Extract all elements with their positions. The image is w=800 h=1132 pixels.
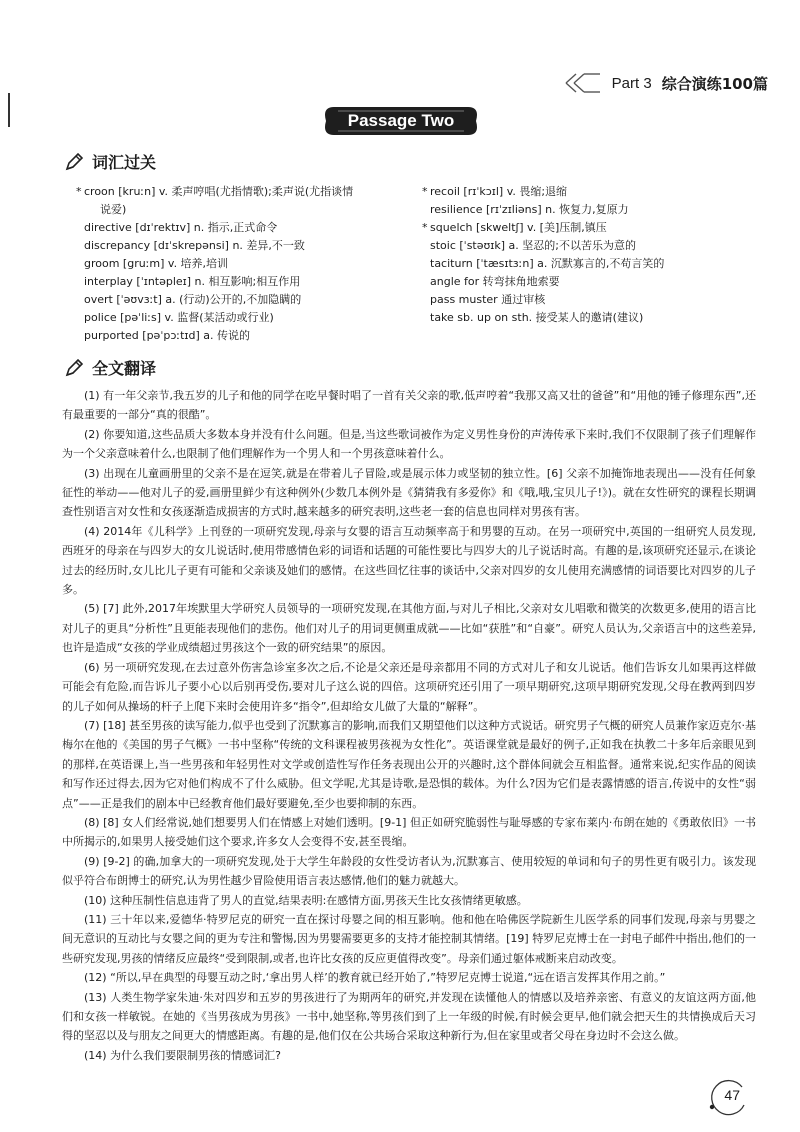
paragraph: (13) 人类生物学家朱迪·朱对四岁和五岁的男孩进行了为期两年的研究,并发现在读懂他人的情感以及培养亲密、有意义的友谊这两方面,他们和女孩一样敏锐。在她的《当男孩成为男孩》一书中,她坚称,等男孩们到了上一年级的时候,有时候会更早,他们就会把天生的共情换成后天习得的坚忍以及与朋友之间更大的情感距离。有趣的是,他们仅在公共场合采取这种新行为,但在家里或者父母在身边时不会这么做。 xyxy=(62,990,756,1043)
vocab-section-header xyxy=(64,150,156,173)
part-title: 综合演练100篇 xyxy=(661,74,768,93)
translation-title: 全文翻译 xyxy=(92,359,157,378)
paragraph: (12) “所以,早在典型的母婴互动之时,‘拿出男人样’的教育就已经开始了,”特罗尼克博士说道,“远在语言发挥其作用之前。” xyxy=(84,971,666,985)
vocab-list-right xyxy=(422,183,760,327)
vocab-item: stoic [ˈstəʊɪk] a. 坚忍的;不以苦乐为意的 xyxy=(430,239,636,252)
vocab-item: purported [pəˈpɔːtɪd] a. 传说的 xyxy=(84,329,250,342)
paragraph: (6) 另一项研究发现,在去过意外伤害急诊室多次之后,不论是父亲还是母亲都用不同的方式对儿子和女儿说话。他们告诉女儿如果再这样做可能会有危险,而告诉儿子要小心以后别再受伤,要对儿子这么说的四倍。这项研究还引用了一项早期研究,这项早期研究发现,父母在教两到四岁的儿子如何从操场的杆子上爬下来时会使用许多“指令”,但却给女儿做了大量的“解释”。 xyxy=(62,660,756,713)
vocab-item: angle for 转弯抹角地索要 xyxy=(430,275,560,288)
paragraph: (3) 出现在儿童画册里的父亲不是在逗笑,就是在带着儿子冒险,或是展示体力或坚韧的独立性。[6] 父亲不加掩饰地表现出——没有任何象征性的举动——他对儿子的爱,画册里鲜少有这种例外(少数几本例外是《猜猜我有多爱你》和《哦,哦,宝贝儿子!》)。就在女性研究的课程长期调查性别语言对女性和女孩逐渐造成损害的方式时,越来越多的研究表明,这些老一套的信息也同样对男孩有害。 xyxy=(62,466,756,519)
vocab-item: * squelch [skweltʃ] v. [美]压制,镇压 xyxy=(422,221,607,234)
paragraph: (11) 三十年以来,爱德华·特罗尼克的研究一直在探讨母婴之间的相互影响。他和他在哈佛医学院新生儿医学系的同事们发现,母亲与男婴之间无意识的互动比与女婴之间的更为专注和警惕,因为男婴需要更多的支持才能控制其情绪。[19] 特罗尼克博士在一封电子邮件中指出,他们的一些研究发现,男孩的情绪反应最终“受到限制,或者,也许比女孩的反应更值得改变”。母亲们通过躯体戒断来启动改变。 xyxy=(62,912,756,965)
translation-section-header xyxy=(64,356,156,379)
passage-banner xyxy=(320,105,482,137)
vocab-item: * croon [kruːn] v. 柔声哼唱(尤指情歌);柔声说(尤指谈情 xyxy=(76,185,354,198)
vocab-item: take sb. up on sth. 接受某人的邀请(建议) xyxy=(430,311,644,324)
vocab-item: overt [ˈəʊvɜːt] a. (行动)公开的,不加隐瞒的 xyxy=(84,293,302,306)
vocab-item: police [pəˈliːs] v. 监督(某活动或行业) xyxy=(84,311,274,324)
vocab-item: 说爱) xyxy=(100,203,127,216)
swoosh-icon xyxy=(562,72,602,94)
running-header xyxy=(562,72,768,94)
part-label: Part 3 xyxy=(611,74,652,92)
paragraph: (2) 你要知道,这些品质大多数本身并没有什么问题。但是,当这些歌词被作为定义男性身份的声涛传承下来时,我们不仅限制了孩子们理解作为一个父亲意味着什么,也限制了他们理解作为一个男人和一个男孩意味着什么。 xyxy=(62,427,756,461)
paragraph: (5) [7] 此外,2017年埃默里大学研究人员领导的一项研究发现,在其他方面,与对儿子相比,父亲对女儿唱歌和微笑的次数更多,使用的语言比对儿子的更具“分析性”且更能表现他们的悲伤。他们对儿子的用词更侧重成就——比如“获胜”和“自豪”。研究人员认为,父亲语言中的这些差异,也许是造成“女孩的学业成绩超过男孩这个一致的研究结果”的原因。 xyxy=(62,602,756,655)
vocab-item: directive [dɪˈrektɪv] n. 指示,正式命令 xyxy=(84,221,278,234)
paragraph: (10) 这种压制性信息违背了男人的直觉,结果表明:在感情方面,男孩天生比女孩情绪更敏感。 xyxy=(84,893,528,907)
margin-rule xyxy=(8,93,10,127)
vocab-item: resilience [rɪˈzɪliəns] n. 恢复力,复原力 xyxy=(430,203,629,216)
vocab-item: groom [gruːm] v. 培养,培训 xyxy=(84,257,229,270)
paragraph: (1) 有一年父亲节,我五岁的儿子和他的同学在吃早餐时唱了一首有关父亲的歌,低声哼着“我那又高又壮的爸爸”和“用他的锤子修理东西”,还有最重要的一部分“真的很酷”。 xyxy=(62,389,756,422)
translation-body xyxy=(62,386,756,1065)
vocab-title: 词汇过关 xyxy=(92,153,157,172)
paragraph: (4) 2014年《儿科学》上刊登的一项研究发现,母亲与女婴的语言互动频率高于和男婴的互动。在另一项研究中,英国的一组研究人员发现,西班牙的母亲在与四岁大的女儿说话时,使用带感情色彩的词语和话题的可能性要比与四岁大的儿子说话时高。有趣的是,该项研究还显示,在谈论过去的经历时,女儿比儿子更有可能和父亲谈及她们的感情。在这些回忆往事的谈话中,父亲对四岁的女儿使用充满感情的词语要比对四岁的儿子多。 xyxy=(62,524,756,597)
passage-title: Passage Two xyxy=(347,111,455,130)
paragraph: (7) [18] 甚至男孩的读写能力,似乎也受到了沉默寡言的影响,而我们又期望他们以这种方式说话。研究男子气概的研究人员兼作家迈克尔·基梅尔在他的《美国的男子气概》一书中坚称“传统的文科课程被男孩视为女性化”。英语课堂就是最好的例子,正如我在执教二十多年后亲眼见到的那样,在英语课上,当一些男孩和年轻男性对文学或创造性写作任务表现出公开的兴趣时,这个群体间就会互相监督。通常来说,纪实作品的阅读和写作还过得去,因为它对他们构成不了什么威胁。但文学呢,尤其是诗歌,是恐惧的载体。为什么?因为它们是表露情感的语言,传说中的女性“弱点”——正是我们的剧本中已经教育他们最好要避免,至少也要抑制的东西。 xyxy=(62,718,756,810)
page-number: 47 xyxy=(724,1087,740,1103)
vocab-item: pass muster 通过审核 xyxy=(430,293,546,306)
paragraph: (8) [8] 女人们经常说,她们想要男人们在情感上对她们透明。[9-1] 但正如研究脆弱性与耻辱感的专家布莱内·布朗在她的《勇敢依旧》一书中所揭示的,如果男人接受她们这个要求,许多女人会变得不安,甚至畏缩。 xyxy=(62,815,756,849)
vocab-list-left xyxy=(76,183,414,345)
vocab-item: * recoil [rɪˈkɔɪl] v. 畏缩;退缩 xyxy=(422,185,568,198)
pencil-icon xyxy=(64,152,84,172)
vocab-item: interplay [ˈɪntəpleɪ] n. 相互影响;相互作用 xyxy=(84,275,301,288)
paragraph: (14) 为什么我们要限制男孩的情感词汇? xyxy=(84,1048,281,1062)
pencil-icon xyxy=(64,358,84,378)
vocab-item: discrepancy [dɪˈskrepənsi] n. 差异,不一致 xyxy=(84,239,305,252)
paragraph: (9) [9-2] 的确,加拿大的一项研究发现,处于大学生年龄段的女性受访者认为,沉默寡言、使用较短的单词和句子的男性更有吸引力。该发现似乎符合布朗博士的研究,认为男性越少冒险使用语言表达感情,他们的魅力就越大。 xyxy=(62,854,756,888)
vocab-item: taciturn [ˈtæsɪtɜːn] a. 沉默寡言的,不苟言笑的 xyxy=(430,257,665,270)
